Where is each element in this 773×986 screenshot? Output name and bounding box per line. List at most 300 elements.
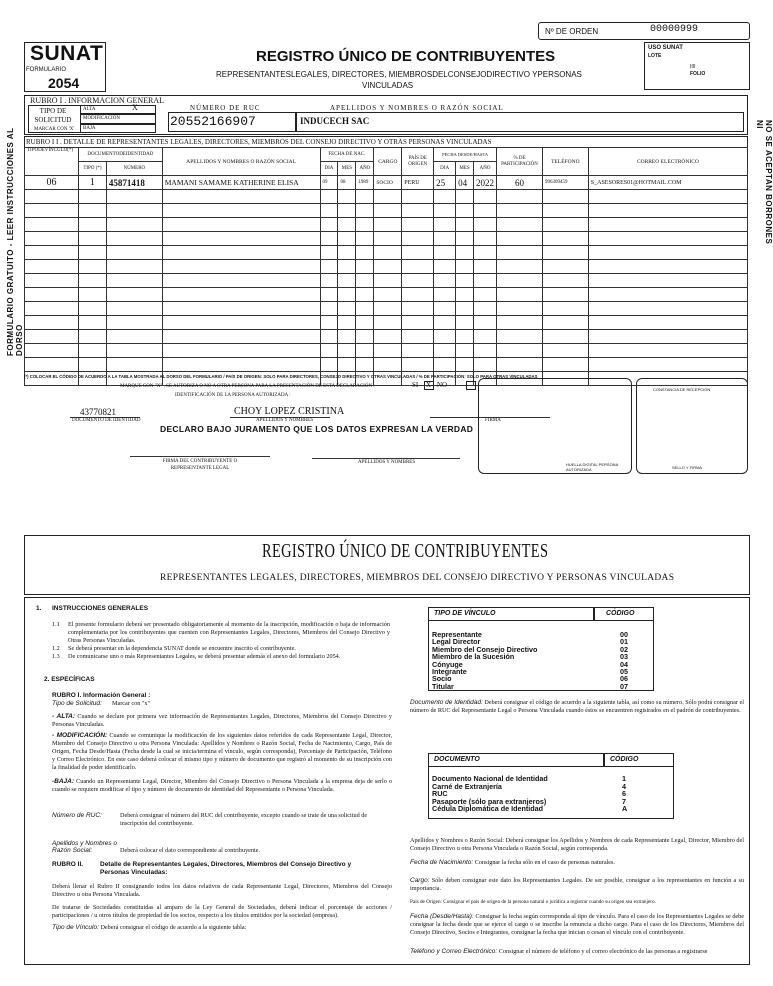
doc-ident-block [410, 699, 744, 715]
fecha-nac-block [410, 859, 744, 867]
table-cell[interactable] [106, 358, 162, 372]
mod-label-back: - MODIFICACIÓN: [52, 732, 108, 739]
table-cell[interactable] [162, 344, 320, 358]
code-item: 1 [622, 774, 626, 783]
table-cell[interactable] [588, 246, 747, 260]
th-correo: CORREO ELECTRÓNICO [588, 148, 747, 176]
table-cell[interactable] [78, 218, 106, 232]
table-cell[interactable] [434, 190, 456, 204]
table-cell[interactable] [356, 190, 374, 204]
table-cell[interactable] [497, 204, 543, 218]
table-cell[interactable] [588, 204, 747, 218]
cell-desde-anio[interactable]: 2022 [474, 176, 497, 190]
table-cell[interactable] [162, 330, 320, 344]
ruc-value: 20552166907 [170, 114, 256, 129]
table-cell[interactable] [338, 344, 356, 358]
table-cell[interactable] [374, 288, 402, 302]
table-cell[interactable] [78, 330, 106, 344]
table-cell[interactable] [106, 232, 162, 246]
table-cell[interactable] [374, 204, 402, 218]
table-cell[interactable] [106, 218, 162, 232]
table-cell[interactable] [78, 190, 106, 204]
table-cell[interactable] [106, 190, 162, 204]
table-cell[interactable] [106, 204, 162, 218]
constancia-box [636, 378, 748, 474]
cell-nombre[interactable]: MAMANI SAMAME KATHERINE ELISA [162, 176, 320, 190]
table-cell[interactable] [320, 246, 338, 260]
table-cell[interactable] [456, 302, 474, 316]
list-item: Titular [432, 681, 454, 691]
list-item: Miembro de la Sucesión [432, 652, 515, 662]
i12-text: Se deberá presentar en la dependencia SUNAT donde se encuentre inscrito el contribuyente. [68, 645, 296, 652]
fecha-desde-block [410, 913, 744, 937]
mod-text: Cuando se comunique la modificación de los siguientes datos referidos de cada Representante Legal, Director, Miembro del Consejo Directivo u otra Persona Vinculada: Apellidos y Nombres o Razón Social, Fecha de Nacimiento, Cargo, País de Origen, Fecha Desde/Hasta (Fecha desde la cual se inicia/termina el vínculo, según corresponda), Porcentaje de Participación, Teléfono y Correo Electrónico. En este caso deberá colocar el mismo tipo y número de documento que registró al momento de su inscripción con la finalidad de poder identificarlo. [52, 732, 392, 771]
dni-value: 43770821 [80, 407, 116, 417]
table-cell[interactable] [25, 344, 79, 358]
table-cell[interactable] [356, 316, 374, 330]
vinculo-items [432, 631, 537, 690]
table-cell[interactable] [106, 274, 162, 288]
form-title: REGISTRO ÚNICO DE CONTRIBUYENTES [256, 48, 556, 65]
table-cell[interactable] [338, 246, 356, 260]
table-cell[interactable] [542, 274, 588, 288]
table-cell[interactable] [374, 218, 402, 232]
table-cell[interactable] [542, 190, 588, 204]
table-cell[interactable] [434, 288, 456, 302]
table-cell[interactable] [588, 316, 747, 330]
table-cell[interactable] [320, 302, 338, 316]
i13-num: 1.3 [52, 653, 60, 660]
list-item: Cónyuge [432, 659, 463, 669]
cell-doc-numero[interactable]: 45871418 [106, 176, 162, 190]
table-cell[interactable] [542, 330, 588, 344]
table-cell[interactable] [338, 330, 356, 344]
table-cell[interactable] [356, 288, 374, 302]
table-cell[interactable] [497, 330, 543, 344]
table-row [25, 274, 748, 288]
table-cell[interactable] [78, 232, 106, 246]
table-cell[interactable] [456, 232, 474, 246]
table-row [25, 358, 748, 372]
table-cell[interactable] [474, 330, 497, 344]
side-right-text: NO SE ACEPTAN BORRONES NI [755, 120, 773, 245]
table-cell[interactable] [320, 232, 338, 246]
table-cell[interactable] [434, 274, 456, 288]
table-cell[interactable] [588, 302, 747, 316]
baja-label: BAJA [83, 126, 96, 131]
table-cell[interactable] [320, 260, 338, 274]
alta-text: Cuando se declare por primera vez información de Representantes Legales, Directores, Miembros del Consejo Directivo y Personas Vinculadas. [52, 713, 392, 728]
table-cell[interactable] [402, 344, 434, 358]
doc-ident-text: Deberá consignar el código de acuerdo a la siguiente tabla, así como su número. Sólo podrá consignar el número de RUC del Representante Legal o Persona Vinculada cuando éstos se encuentren registrados en el padrón de contribuyentes. [410, 699, 744, 714]
no-box[interactable] [466, 381, 476, 390]
table-cell[interactable] [162, 260, 320, 274]
table-cell[interactable] [542, 302, 588, 316]
table-cell[interactable] [434, 260, 456, 274]
table-cell[interactable] [320, 288, 338, 302]
table-cell[interactable] [456, 344, 474, 358]
table-cell[interactable] [320, 274, 338, 288]
rubro2-table [24, 147, 748, 386]
cell-desde-dia[interactable]: 25 [434, 176, 456, 190]
list-item: Cédula Diplomática de Identidad [432, 804, 544, 814]
table-cell[interactable] [402, 232, 434, 246]
table-cell[interactable] [320, 358, 338, 372]
table-cell[interactable] [162, 316, 320, 330]
sec2-title: 2. ESPECÍFICAS [44, 676, 95, 683]
table-cell[interactable] [497, 274, 543, 288]
list-item: Legal Director [432, 637, 481, 647]
table-cell[interactable] [78, 260, 106, 274]
table-cell[interactable] [106, 316, 162, 330]
table-row [25, 218, 748, 232]
table-cell[interactable] [497, 316, 543, 330]
formulario-label: FORMULARIO [26, 67, 67, 73]
code-item: 6 [622, 789, 626, 799]
back-subtitle: REPRESENTANTES LEGALES, DIRECTORES, MIEMBROS DEL CONSEJO DIRECTIVO Y PERSONAS VINCULADAS [160, 573, 675, 583]
table-cell[interactable] [106, 260, 162, 274]
table-cell[interactable] [402, 302, 434, 316]
fecha-nac-text: Consignar la fecha sólo en el caso de personas naturales. [474, 859, 615, 866]
table-cell[interactable] [374, 302, 402, 316]
table-cell[interactable] [374, 358, 402, 372]
table-cell[interactable] [474, 218, 497, 232]
table-cell[interactable] [78, 316, 106, 330]
table-cell[interactable] [162, 288, 320, 302]
table-cell[interactable] [588, 260, 747, 274]
tipo-vinculo-text: Deberá consignar el código de acuerdo a la siguiente tabla: [100, 924, 247, 931]
table-cell[interactable] [434, 246, 456, 260]
table-cell[interactable] [434, 218, 456, 232]
table-cell[interactable] [106, 344, 162, 358]
table-cell[interactable] [374, 232, 402, 246]
table-cell[interactable] [434, 302, 456, 316]
table-cell[interactable] [456, 330, 474, 344]
table-cell[interactable] [474, 274, 497, 288]
cell-vinculo[interactable]: 06 [25, 176, 79, 190]
table-cell[interactable] [162, 302, 320, 316]
table-cell[interactable] [320, 316, 338, 330]
table-cell[interactable] [588, 358, 747, 372]
apellidos2-text: Apellidos y Nombres o Razón Social: Deberá consignar los Apellidos y Nombres de cada Representante Legal, Director, Miembro del Consejo Directivo u otra Persona Vinculada o Razón Social, según corresponda. [410, 837, 744, 852]
table-cell[interactable] [542, 358, 588, 372]
alta-label: ALTA [83, 107, 96, 112]
table-cell[interactable] [356, 330, 374, 344]
fecha-nac-label: Fecha de Nacimiento: [410, 859, 474, 866]
table-cell[interactable] [497, 190, 543, 204]
table-cell[interactable] [25, 288, 79, 302]
table-cell[interactable] [474, 288, 497, 302]
rubro1-back-title: RUBRO I. Información General : [52, 692, 151, 699]
table-cell[interactable] [374, 190, 402, 204]
table-cell[interactable] [588, 190, 747, 204]
table-row [25, 302, 748, 316]
table-cell[interactable] [25, 358, 79, 372]
table-cell[interactable] [374, 260, 402, 274]
table-cell[interactable] [588, 274, 747, 288]
telefono-block [410, 948, 744, 956]
table-cell[interactable] [320, 218, 338, 232]
cell-nac-anio[interactable]: 1989 [356, 176, 374, 190]
table-cell[interactable] [456, 190, 474, 204]
table-cell[interactable] [402, 204, 434, 218]
table-cell[interactable] [497, 344, 543, 358]
table-cell[interactable] [338, 190, 356, 204]
table-cell[interactable] [356, 218, 374, 232]
vinculo-header: TIPO DE VÍNCULO [434, 610, 496, 617]
table-cell[interactable] [497, 232, 543, 246]
table-cell[interactable] [474, 316, 497, 330]
table-cell[interactable] [106, 302, 162, 316]
table-cell[interactable] [402, 218, 434, 232]
table-cell[interactable] [456, 246, 474, 260]
table-cell[interactable] [320, 204, 338, 218]
table-cell[interactable] [78, 288, 106, 302]
table-cell[interactable] [25, 218, 79, 232]
table-cell[interactable] [497, 288, 543, 302]
table-cell[interactable] [25, 204, 79, 218]
table-cell[interactable] [497, 302, 543, 316]
cell-telefono[interactable]: 996309459 [542, 176, 588, 190]
table-cell[interactable] [106, 288, 162, 302]
code-item: 06 [620, 674, 628, 684]
table-cell[interactable] [356, 246, 374, 260]
table-cell[interactable] [456, 218, 474, 232]
table-cell[interactable] [338, 260, 356, 274]
table-cell[interactable] [542, 246, 588, 260]
table-cell[interactable] [320, 330, 338, 344]
table-cell[interactable] [588, 330, 747, 344]
table-cell[interactable] [78, 358, 106, 372]
table-cell[interactable] [356, 232, 374, 246]
table-cell[interactable] [25, 246, 79, 260]
ruc-label: NÚMERO DE RUC [190, 104, 261, 112]
table-cell[interactable] [474, 204, 497, 218]
rubro2-footnote: (*) COLOCAR EL CÓDIGO DE ACUERDO A LA TABLA MOSTRADA AL DORSO DEL FORMULARIO / PAÍS DE ORIGEN: SOLO PARA DIRECTORES, CONSEJO DIRECTIVO Y OTRAS VINCULADAS / % DE PARTICIPACIÓN: SOLO PARA OTRAS VINCULADAS [24, 374, 538, 379]
th-participacion: % DE PARTICIPACIÓN [497, 148, 543, 176]
table-cell[interactable] [338, 316, 356, 330]
table-cell[interactable] [25, 232, 79, 246]
tipo-sol-label: Tipo de Solicitud: [52, 700, 102, 707]
table-cell[interactable] [474, 246, 497, 260]
table-cell[interactable] [338, 274, 356, 288]
back-title: REGISTRO ÚNICO DE CONTRIBUYENTES [262, 540, 549, 562]
ruc-back-label: Número de RUC: [52, 812, 102, 819]
alta-block [52, 713, 392, 729]
rubro2-back-text: Detalle de Representantes Legales, Directores, Miembros del Consejo Directivo y Personas Vinculadas: [100, 861, 352, 876]
table-cell[interactable] [162, 232, 320, 246]
table-row [25, 330, 748, 344]
table-cell[interactable] [356, 358, 374, 372]
huella-box [478, 378, 632, 474]
list-item: Socio [432, 674, 452, 684]
table-cell[interactable] [542, 288, 588, 302]
table-cell[interactable] [497, 260, 543, 274]
cell-nac-mes[interactable]: 08 [338, 176, 356, 190]
table-cell[interactable] [456, 358, 474, 372]
table-cell[interactable] [356, 344, 374, 358]
table-row [25, 176, 748, 190]
table-cell[interactable] [356, 204, 374, 218]
cell-doc-tipo[interactable]: 1 [78, 176, 106, 190]
table-cell[interactable] [474, 190, 497, 204]
table-cell[interactable] [434, 330, 456, 344]
table-cell[interactable] [78, 246, 106, 260]
table-row [25, 204, 748, 218]
table-cell[interactable] [588, 344, 747, 358]
list-item: Miembro del Consejo Directivo [432, 644, 538, 654]
list-item: RUC [432, 789, 448, 799]
table-cell[interactable] [356, 302, 374, 316]
table-cell[interactable] [320, 344, 338, 358]
th-dia: DIA [320, 162, 338, 176]
si-label: SI [412, 381, 419, 389]
table-cell[interactable] [542, 218, 588, 232]
table-cell[interactable] [25, 302, 79, 316]
table-cell[interactable] [588, 232, 747, 246]
nombre-label: APELLIDOS Y NOMBRES O RAZÓN SOCIAL [330, 104, 504, 112]
fecha-desde-text: Consignar la fecha según corresponda al tipo de vínculo. Para el caso de los Representantes Legales se debe consignar la fecha desde que se ejerce el cargo o se inscribe la renuncia a dicho cargo. Para el caso de los Directores, Miembros del Consejo Directivo, Socios e Integrantes, consignar la fecha que inician o cesan el vínculo con el contribuyente. [410, 913, 745, 936]
table-cell[interactable] [25, 330, 79, 344]
autoriza-text: MARQUE CON "X" , SE AUTORIZA O NO A OTRA PERSONA PARA LA PRESENTACIÓN DE ESTA DECLARACIÓN : [120, 384, 375, 389]
table-cell[interactable] [542, 316, 588, 330]
firma-contribuyente-line [130, 456, 270, 457]
table-cell[interactable] [542, 204, 588, 218]
table-cell[interactable] [588, 288, 747, 302]
table-cell[interactable] [456, 260, 474, 274]
table-cell[interactable] [474, 302, 497, 316]
table-cell[interactable] [162, 218, 320, 232]
table-row [25, 260, 748, 274]
form-subtitle-2: VINCULADAS [362, 81, 414, 90]
table-cell[interactable] [474, 260, 497, 274]
table-cell[interactable] [25, 190, 79, 204]
th-doc-tipo: TIPO (*) [78, 162, 106, 176]
table-cell[interactable] [162, 190, 320, 204]
table-cell[interactable] [497, 358, 543, 372]
table-cell[interactable] [338, 288, 356, 302]
table-cell[interactable] [542, 344, 588, 358]
table-cell[interactable] [338, 358, 356, 372]
th-anio: AÑO [356, 162, 374, 176]
table-cell[interactable] [402, 288, 434, 302]
table-cell[interactable] [374, 330, 402, 344]
table-cell[interactable] [25, 316, 79, 330]
table-cell[interactable] [434, 358, 456, 372]
rubro1-title: RUBRO I . INFORMACION GENERAL [30, 96, 165, 105]
table-cell[interactable] [162, 274, 320, 288]
i11-text: El presente formulario deberá ser presentado obligatoriamente al momento de la inscripción, modificación o baja de información complementaria por los contribuyentes que cuenten con Representantes Legales, Directores, Miembros del Consejo Directivo y Otras Personas Vinculadas. [68, 621, 390, 644]
cell-correo[interactable]: S_ASESORES01@HOTMAIL.COM [588, 176, 747, 190]
table-cell[interactable] [338, 302, 356, 316]
table-cell[interactable] [402, 274, 434, 288]
cell-cargo[interactable]: SOCIO [374, 176, 402, 190]
code-item: 7 [622, 796, 626, 806]
table-cell[interactable] [374, 316, 402, 330]
th-tipo-vinculo: TIPODEVÍNCULO(*) [25, 148, 79, 176]
table-cell[interactable] [374, 344, 402, 358]
table-cell[interactable] [434, 232, 456, 246]
rubro2-title: RUBRO I I . DETALLE DE REPRESENTANTES LEGALES, DIRECTORES, MIEMBROS DEL CONSEJO DIRECTIVO Y OTRAS PERSONAS VINCULADAS [26, 138, 492, 146]
no-label: NO [437, 381, 448, 389]
table-cell[interactable] [78, 274, 106, 288]
small-note: MARCAR CON 'X' [34, 127, 75, 132]
table-cell[interactable] [434, 344, 456, 358]
cell-desde-mes[interactable]: 04 [456, 176, 474, 190]
table-cell[interactable] [474, 344, 497, 358]
uso-sunat-label: USO SUNAT [648, 45, 683, 51]
table-cell[interactable] [25, 274, 79, 288]
table-cell[interactable] [542, 232, 588, 246]
doc-items [432, 775, 548, 813]
table-cell[interactable] [338, 218, 356, 232]
table-cell[interactable] [434, 204, 456, 218]
table-cell[interactable] [497, 218, 543, 232]
table-cell[interactable] [78, 302, 106, 316]
table-cell[interactable] [25, 260, 79, 274]
folio-mark: IIII [690, 64, 696, 70]
table-cell[interactable] [106, 246, 162, 260]
table-cell[interactable] [338, 232, 356, 246]
table-cell[interactable] [497, 246, 543, 260]
table-cell[interactable] [434, 316, 456, 330]
dni-label: DOCUMENTO DE IDENTIDAD [72, 418, 141, 423]
side-left-text: FORMULARIO GRATUITO - LEER INSTRUCCIONES AL DORSO [6, 127, 24, 356]
table-cell[interactable] [456, 274, 474, 288]
table-cell[interactable] [162, 246, 320, 260]
list-item: Representante [432, 630, 482, 639]
table-cell[interactable] [456, 204, 474, 218]
table-cell[interactable] [474, 232, 497, 246]
th-fecha-nac: FECHA DE NAC. [320, 148, 374, 162]
table-cell[interactable] [162, 358, 320, 372]
table-cell[interactable] [106, 330, 162, 344]
table-cell[interactable] [402, 316, 434, 330]
table-cell[interactable] [474, 358, 497, 372]
table-cell[interactable] [456, 288, 474, 302]
rubro2-back-label: RUBRO II. [52, 861, 84, 868]
table-cell[interactable] [78, 344, 106, 358]
ruc-back-text: Deberá consignar el número del RUC del contribuyente, excepto cuando se trate de una solicitud de inscripción del contribuyente. [120, 812, 368, 827]
table-cell[interactable] [78, 204, 106, 218]
table-cell[interactable] [402, 246, 434, 260]
table-cell[interactable] [402, 330, 434, 344]
cargo-label: Cargo: [410, 877, 430, 884]
cell-pais[interactable]: PERU [402, 176, 434, 190]
table-cell[interactable] [402, 260, 434, 274]
table-cell[interactable] [338, 204, 356, 218]
table-cell[interactable] [588, 218, 747, 232]
form-subtitle-1: REPRESENTANTESLEGALES, DIRECTORES, MIEMBROSDELCONSEJODIRECTIVO YPERSONAS [216, 70, 582, 79]
table-cell[interactable] [456, 316, 474, 330]
table-cell[interactable] [374, 246, 402, 260]
table-cell[interactable] [402, 190, 434, 204]
table-cell[interactable] [320, 190, 338, 204]
cell-nac-dia[interactable]: 09 [320, 176, 338, 190]
orden-label: Nº DE ORDEN [545, 27, 599, 36]
deberan-text: Deberá llenar el Rubro II consignando todos los datos relativos de cada Representante Legal, Directores, Miembros del Consejo Directivo u otra Persona Vinculada. [52, 883, 392, 898]
table-cell[interactable] [374, 274, 402, 288]
vinculo-code-header: CÓDIGO [606, 610, 635, 617]
code-item: 07 [620, 681, 628, 691]
table-cell[interactable] [402, 358, 434, 372]
table-cell[interactable] [356, 274, 374, 288]
table-cell[interactable] [356, 260, 374, 274]
table-cell[interactable] [542, 260, 588, 274]
table-cell[interactable] [162, 204, 320, 218]
alta-mark[interactable]: X [132, 103, 138, 112]
cell-participacion[interactable]: 60 [497, 176, 543, 190]
